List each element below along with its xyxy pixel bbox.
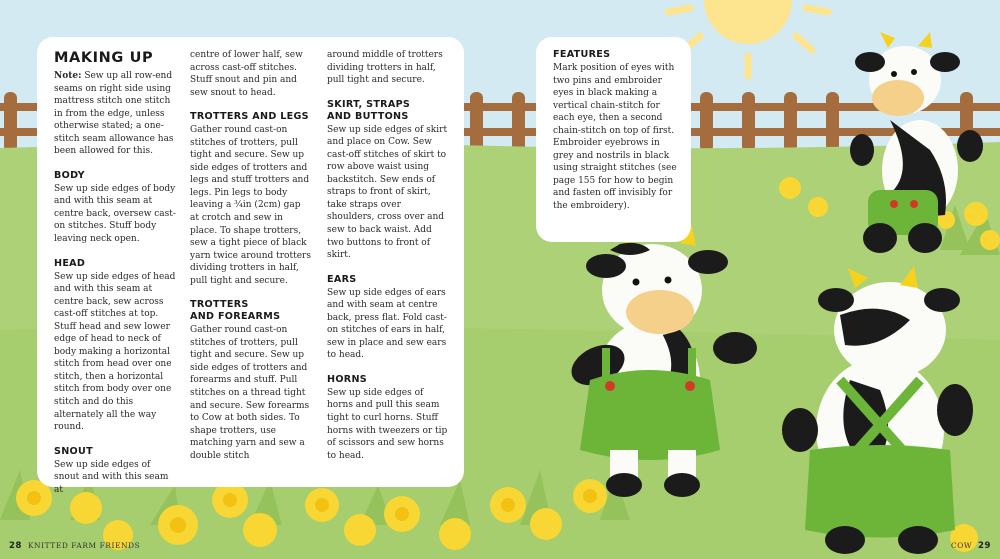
skirt-heading-line1: SKIRT, STRAPS	[327, 98, 411, 110]
head-heading: HEAD	[54, 257, 86, 269]
horns-text: Sew up side edges of horns and pull this seam tight to curl horns. Stuff horns with tweezers or tip of scissors and sew horns to head.	[327, 387, 448, 461]
trotters-legs-heading: TROTTERS AND LEGS	[190, 111, 309, 123]
trotters-forearms-heading-line1: TROTTERS	[190, 299, 249, 311]
text-column-2	[190, 49, 312, 462]
ears-text: Sew up side edges of ears and with seam at centre back, press flat. Fold cast-on stitches of ears in half, sew in place and sew ears to head.	[327, 287, 447, 361]
snout-text-start: Sew up side edges of snout and with this seam at	[54, 459, 169, 495]
footer-left	[9, 541, 140, 551]
body-text: Sew up side edges of body and with this seam at centre back, oversew cast-on stitches. Stuff body leaving neck open.	[54, 183, 176, 245]
note-text: Sew up all row-end seams on right side using mattress stitch one stitch in from the edge, unless otherwise stated; a one-stitch seam allowance has been allowed for this.	[54, 71, 174, 157]
features-card	[536, 37, 691, 242]
snout-text-end: centre of lower half, sew across cast-off stitches. Stuff snout and pin and sew snout to head.	[190, 50, 303, 98]
note-paragraph	[54, 70, 178, 158]
left-page-number: 28	[9, 541, 23, 551]
making-up-heading: MAKING UP	[54, 50, 154, 66]
text-column-3	[327, 49, 451, 462]
features-text: Mark position of eyes with two pins and embroider eyes in black making a vertical chain-stitch for each eye, then a second chain-stitch on top of first. Embroider eyebrows in grey and nostrils in black using straight stitches (see page 155 for how to begin and fasten off invisibly for the embroidery).	[553, 63, 677, 212]
right-running-title: COW	[950, 541, 973, 550]
trotters-forearms-text-start: Gather round cast-on stitches of trotters, pull tight and secure. Sew up side edges of trotters and forearms and stuff. Pull stitches on a thread tight and secure. Sew forearms to Cow at both sides. To shape trotters, use matching yarn and sew a double stitch	[190, 325, 310, 461]
horns-heading: HORNS	[327, 373, 368, 385]
features-column	[553, 49, 679, 213]
instructions-card	[37, 37, 464, 495]
snout-heading: SNOUT	[54, 445, 93, 457]
trotters-forearms-heading-line2: AND FOREARMS	[190, 311, 281, 323]
note-label: Note:	[54, 71, 82, 81]
left-running-title: KNITTED FARM FRIENDS	[27, 541, 141, 550]
features-heading: FEATURES	[553, 49, 611, 60]
trotters-forearms-text-end: around middle of trotters dividing trotters in half, pull tight and secure.	[327, 50, 443, 86]
body-heading: BODY	[54, 169, 85, 181]
skirt-heading	[327, 99, 451, 123]
right-page-number: 29	[977, 541, 991, 551]
trotters-legs-text: Gather round cast-on stitches of trotters, pull tight and secure. Sew up side edges of trotters and legs and stuff trotters and legs. Pin legs to body leaving a ¾in (2cm) gap at crotch and sew in place. To shape trotters, sew a tight piece of black yarn twice around trotters dividing trotters in half, pull tight and secure.	[190, 125, 311, 286]
ears-heading: EARS	[327, 273, 357, 285]
skirt-text: Sew up side edges of skirt and place on Cow. Sew cast-off stitches of skirt to row above waist using backstitch. Sew ends of straps to front of skirt, take straps over shoulders, cross over and sew to back waist. Add two buttons to front of skirt.	[327, 124, 448, 261]
skirt-heading-line2: AND BUTTONS	[327, 110, 409, 122]
text-column-1	[54, 49, 178, 496]
head-text: Sew up side edges of head and with this seam at centre back, sew across cast-off stitches at top. Stuff head and sew lower edge of head to neck of body making a horizontal stitch from head over one stitch, then a horizontal stitch from body over one stitch and do this alternately all the way round.	[54, 271, 176, 433]
trotters-forearms-heading	[190, 299, 312, 323]
footer-right	[951, 541, 991, 551]
